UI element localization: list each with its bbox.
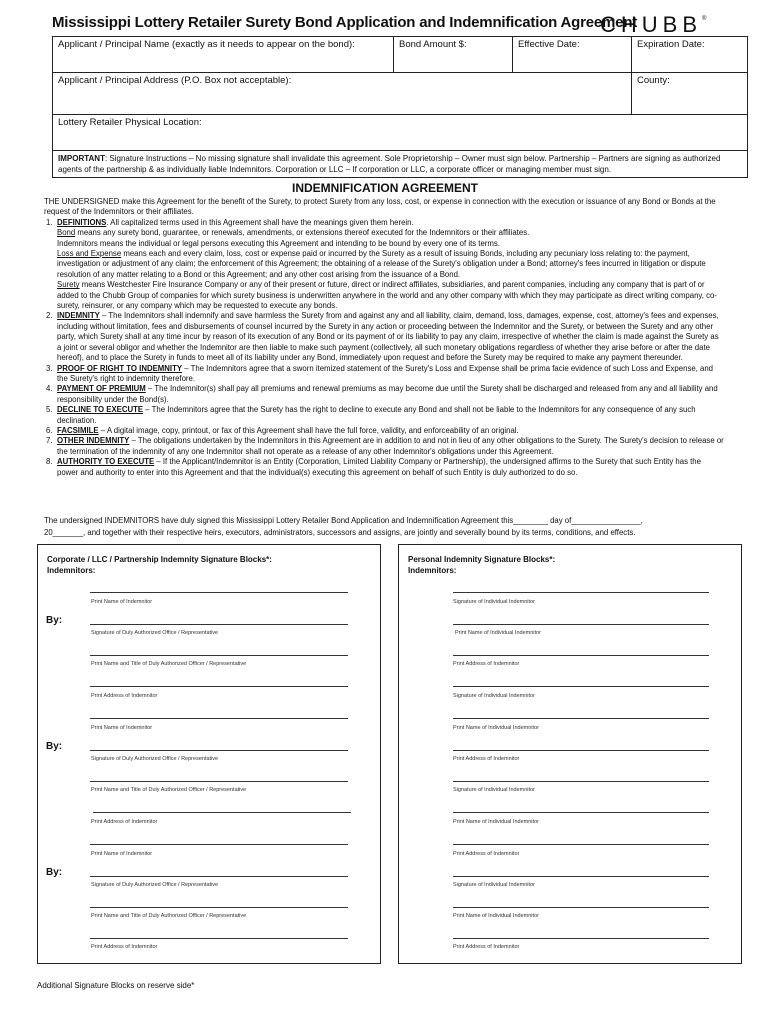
- individual-signature-caption: Signature of Individual Indemnitor: [453, 882, 535, 888]
- execution-statement: [44, 515, 734, 539]
- term-loss: Loss and Expense: [57, 249, 122, 259]
- additional-signature-note: Additional Signature Blocks on reserve side*: [37, 981, 195, 990]
- individual-name-line[interactable]: [453, 624, 709, 625]
- effective-date-label: Effective Date:: [518, 39, 580, 50]
- print-address-line[interactable]: [453, 655, 709, 656]
- clause-title: FACSIMILE: [57, 425, 99, 435]
- individual-signature-line[interactable]: [453, 686, 709, 687]
- physical-location-field[interactable]: [53, 115, 748, 151]
- clause-title: AUTHORITY TO EXECUTE: [57, 457, 155, 467]
- individual-name-caption: Print Name of Individual Indemnitor: [453, 819, 539, 825]
- name-title-caption: Print Name and Title of Duly Authorized Officer / Representative: [91, 661, 247, 667]
- clause-other-indemnity: [44, 436, 724, 457]
- clause-number: 7.: [46, 436, 53, 446]
- print-address-line[interactable]: [90, 938, 348, 939]
- name-title-caption: Print Name and Title of Duly Authorized Officer / Representative: [91, 913, 247, 919]
- print-address-caption: Print Address of Indemnitor: [91, 693, 158, 699]
- important-notice: [53, 151, 748, 178]
- definition-indemnitors: Indemnitors means the individual or legal persons executing this Agreement and intending to be bound by every one of its terms.: [57, 238, 500, 248]
- clause-premium: [44, 384, 724, 405]
- clause-authority: [44, 457, 724, 478]
- by-label: By:: [46, 867, 63, 878]
- authorized-signature-line[interactable]: [90, 624, 348, 625]
- print-name-line[interactable]: [90, 592, 348, 593]
- clause-number: 2.: [46, 311, 53, 321]
- clause-decline: [44, 405, 724, 426]
- clause-title: INDEMNITY: [57, 311, 100, 321]
- authorized-signature-caption: Signature of Duly Authorized Office / Representative: [91, 630, 219, 636]
- clause-title: PROOF OF RIGHT TO INDEMNITY: [57, 363, 183, 373]
- authorized-signature-caption: Signature of Duly Authorized Office / Representative: [91, 756, 219, 762]
- print-address-caption: Print Address of Indemnitor: [453, 661, 520, 667]
- clause-title: DECLINE TO EXECUTE: [57, 405, 144, 415]
- print-name-caption: Print Name of Indemnitor: [91, 851, 153, 857]
- print-address-caption: Print Address of Indemnitor: [91, 819, 158, 825]
- individual-name-line[interactable]: [453, 718, 709, 719]
- clause-number: 5.: [46, 405, 53, 415]
- document-title: Mississippi Lottery Retailer Surety Bond Application and Indemnification Agreement: [52, 14, 638, 31]
- bond-amount-field[interactable]: [394, 37, 513, 73]
- corporate-heading-text: Corporate / LLC / Partnership Indemnity Signature Blocks*:: [47, 555, 272, 564]
- clause-facsimile: [44, 426, 724, 436]
- clause-title: OTHER INDEMNITY: [57, 436, 130, 446]
- individual-signature-line[interactable]: [453, 592, 709, 593]
- definition-surety-text: means Westchester Fire Insurance Company or any of their present or future, direct or indirect affiliates, subsidiaries, and parent companies, including any company that is part of or added to the Chubb Group of companies for which surety business is underwritten anywhere in the world and any other company with which they may participate as direct writing company, co-surety, reinsurer, or any company which may be requested to execute any bonds.: [57, 280, 717, 311]
- authorized-signature-line[interactable]: [90, 876, 348, 877]
- county-field[interactable]: [632, 73, 748, 115]
- print-name-line[interactable]: [90, 718, 348, 719]
- clause-proof: [44, 364, 724, 385]
- agreement-body: [44, 197, 724, 478]
- print-address-line[interactable]: [453, 750, 709, 751]
- personal-heading-text: Personal Indemnity Signature Blocks*:: [408, 555, 556, 564]
- applicant-name-label: Applicant / Principal Name (exactly as it needs to appear on the bond):: [58, 39, 355, 50]
- important-text: : Signature Instructions – No missing signature shall invalidate this agreement. Sole Proprietorship – Owner must sign below. Partnership – Partners are signing as authorized agents of the partnership & as individually liable Indemnitors. Corporation or LLC – If corporation or LLC, a corporate officer or managing member must sign.: [58, 154, 721, 174]
- clause-text: – The Indemnitors shall indemnify and save harmless the Surety from and against any and all liability, claim, demand, loss, damages, expense, cost, attorney's fees and expenses, including without limitation, fees and disbursements of counsel incurred by the Surety in any action or proceeding between the Indemnitor and the Surety, or between the Surety and any other party, which Surety shall at any time incur by reason of its execution of any Bond or its payment of or its liability to pay any claim, irrespective of whether the claim is made against the Surety as a joint or several obligor and whether the Indemnitor are then liable to make such payment (collectively, all such monetary obligations regardless of whether they arise before or after the date hereof), and to place the Surety in funds to meet all of its liability under any Bond, immediately upon request and before the Surety may be required to make any payment thereunder.: [57, 311, 719, 363]
- clause-title: PAYMENT OF PREMIUM: [57, 384, 146, 394]
- personal-indemnitors-label: Indemnitors:: [408, 566, 457, 575]
- clause-number: 1.: [46, 217, 53, 227]
- clause-text: – If the Applicant/Indemnitor is an Entity (Corporation, Limited Liability Company or Partnership), the undersigned affirms to the Surety that such Entity has the power and authority to enter into this Agreement and that the individual(s) executing this agreement on behalf of such Entity is duly authorized to do so.: [57, 457, 701, 477]
- clause-definitions: [44, 218, 724, 312]
- print-name-caption: Print Name of Indemnitor: [91, 599, 153, 605]
- bond-amount-label: Bond Amount $:: [399, 39, 467, 50]
- individual-name-line[interactable]: [453, 907, 709, 908]
- applicant-address-field[interactable]: [53, 73, 632, 115]
- execution-line-1: The undersigned INDEMNITORS have duly signed this Mississippi Lottery Retailer Bond Application and Indemnification Agreement this________ day of________________,: [44, 516, 643, 525]
- name-title-caption: Print Name and Title of Duly Authorized Officer / Representative: [91, 787, 247, 793]
- individual-name-line[interactable]: [453, 812, 709, 813]
- definition-loss: [57, 249, 724, 280]
- print-address-caption: Print Address of Indemnitor: [453, 851, 520, 857]
- individual-name-caption: Print Name of Individual Indemnitor: [453, 725, 539, 731]
- clause-number: 3.: [46, 363, 53, 373]
- by-label: By:: [46, 741, 63, 752]
- corporate-signature-blocks: [37, 544, 381, 964]
- individual-signature-caption: Signature of Individual Indemnitor: [453, 599, 535, 605]
- individual-signature-line[interactable]: [453, 876, 709, 877]
- print-address-line[interactable]: [453, 938, 709, 939]
- applicant-name-field[interactable]: [53, 37, 394, 73]
- name-title-line[interactable]: [90, 781, 348, 782]
- individual-signature-caption: Signature of Individual Indemnitor: [453, 693, 535, 699]
- clause-text: – The obligations undertaken by the Indemnitors in this Agreement are in addition to and not in lieu of any other obligations to the Surety. The Surety's decision to release or the termination of the indemnity of any one Indemnitor shall not operate as a release of any other Indemnitor's obligations under this Agreement.: [57, 436, 724, 456]
- clause-number: 6.: [46, 425, 53, 435]
- individual-name-caption: Print Name of Individual Indemnitor: [453, 913, 539, 919]
- definition-surety: [57, 280, 724, 311]
- applicant-address-label: Applicant / Principal Address (P.O. Box not acceptable):: [58, 75, 292, 86]
- clause-text: – The Indemnitors agree that the Surety has the right to decline to execute any Bond and shall not be liable to the Indemnitors for any consequence of any such declination.: [57, 405, 696, 425]
- print-address-line[interactable]: [453, 844, 709, 845]
- print-address-caption: Print Address of Indemnitor: [453, 756, 520, 762]
- personal-signature-blocks: [398, 544, 742, 964]
- effective-date-field[interactable]: [513, 37, 632, 73]
- clause-text: – The Indemnitor(s) shall pay all premiums and renewal premiums as may become due until the Surety shall be discharged and released from any and all liability and responsibility under the Bond(s).: [57, 384, 718, 404]
- execution-line-2: 20_______, and together with their respective heirs, executors, administrators, successors and assigns, are jointly and severally bound by its terms, conditions, and effects.: [44, 528, 636, 537]
- term-surety: Surety: [57, 280, 80, 290]
- term-bond: Bond: [57, 228, 76, 238]
- personal-signature-heading: [408, 554, 555, 576]
- agreement-heading: INDEMNIFICATION AGREEMENT: [292, 181, 478, 195]
- important-label: IMPORTANT: [58, 154, 105, 163]
- clause-text: – A digital image, copy, printout, or fax of this Agreement shall have the full force, validity, and enforceability of an original.: [98, 425, 519, 435]
- agreement-intro: THE UNDERSIGNED make this Agreement for the benefit of the Surety, to protect Surety from any loss, cost, or expense in connection with the execution or issuance of any Bond or Bonds at the request of the Indemnitors or their affiliates.: [44, 197, 716, 217]
- chubb-logo: [600, 12, 706, 38]
- county-label: County:: [637, 75, 670, 86]
- corporate-signature-heading: [47, 554, 272, 576]
- print-name-caption: Print Name of Indemnitor: [91, 725, 153, 731]
- registered-mark: ®: [702, 16, 707, 22]
- corporate-indemnitors-label: Indemnitors:: [47, 566, 96, 575]
- definition-bond: [57, 228, 724, 238]
- logo-text: CHUBB: [600, 12, 703, 37]
- clause-text: . All capitalized terms used in this Agreement shall have the meanings given them herein.: [106, 217, 414, 227]
- definition-bond-text: means any surety bond, guarantee, or renewals, amendments, or extensions thereof executed for the Indemnitors or their affiliates.: [75, 228, 530, 238]
- individual-name-caption: Print Name of Individual Indemnitor: [455, 630, 541, 636]
- name-title-line[interactable]: [90, 655, 348, 656]
- authorized-signature-line[interactable]: [90, 750, 348, 751]
- expiration-date-label: Expiration Date:: [637, 39, 705, 50]
- clause-indemnity: [44, 311, 724, 363]
- print-address-caption: Print Address of Indemnitor: [453, 944, 520, 950]
- print-address-line[interactable]: [93, 812, 351, 813]
- clause-text: – The Indemnitors agree that a sworn itemized statement of the Surety's Loss and Expense shall be prima facie evidence of such Loss and Expense, and the Surety's right to indemnity therefore.: [57, 363, 714, 383]
- clause-number: 8.: [46, 457, 53, 467]
- clause-title: DEFINITIONS: [57, 217, 107, 227]
- clause-list: [44, 218, 724, 478]
- print-name-line[interactable]: [90, 844, 348, 845]
- definition-loss-text: means each and every claim, loss, cost or expense paid or incurred by the Surety as a result of issuing Bonds, including any pecuniary loss relating to: the payment, investigation or adjustment of any claim; the enforcement of this Agreement; the obtaining of a release of the Surety's obligation under a Bond; attorney's fees incurred in litigation or dispute resolution of any matter relating to a Bond or this Agreement; and any other cost arising from the issuance of a Bond.: [57, 249, 706, 279]
- physical-location-label: Lottery Retailer Physical Location:: [58, 117, 202, 128]
- print-address-caption: Print Address of Indemnitor: [91, 944, 158, 950]
- individual-signature-caption: Signature of Individual Indemnitor: [453, 787, 535, 793]
- print-address-line[interactable]: [90, 686, 348, 687]
- clause-number: 4.: [46, 384, 53, 394]
- expiration-date-field[interactable]: [632, 37, 748, 73]
- name-title-line[interactable]: [90, 907, 348, 908]
- authorized-signature-caption: Signature of Duly Authorized Office / Representative: [91, 882, 219, 888]
- application-form: [52, 36, 748, 178]
- by-label: By:: [46, 615, 63, 626]
- individual-signature-line[interactable]: [453, 781, 709, 782]
